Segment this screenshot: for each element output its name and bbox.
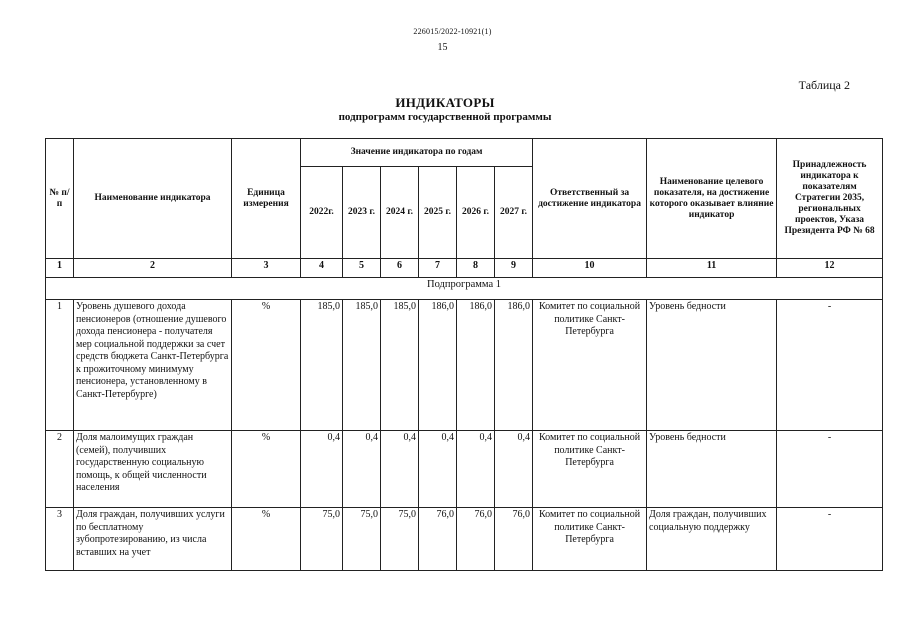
value-cell: 186,0 (495, 300, 533, 431)
indicator-name: Доля малоимущих граждан (семей), получивших государственную социальную помощь, к общей численности населения (74, 431, 232, 508)
responsible-cell: Комитет по социальной политике Санкт-Петербурга (533, 300, 647, 431)
col-header-num: № п/п (46, 139, 74, 259)
row-num: 2 (46, 431, 74, 508)
value-cell: 0,4 (343, 431, 381, 508)
column-number: 1 (46, 259, 74, 278)
unit: % (232, 431, 301, 508)
indicator-name: Доля граждан, получивших услуги по бесплатному зубопротезированию, из числа вставших на учет (74, 508, 232, 571)
col-header-values-group: Значение индикатора по годам (301, 139, 533, 167)
unit: % (232, 508, 301, 571)
column-number: 5 (343, 259, 381, 278)
strategy-cell: - (777, 508, 883, 571)
col-header-responsible: Ответственный за достижение индикатора (533, 139, 647, 259)
indicator-name: Уровень душевого дохода пенсионеров (отношение душевого дохода пенсионера - получателя мер социальной поддержки за счет средств бюджета Санкт-Петербурга к прожиточному минимуму пенсионера, установленному в Санкт-Петербурге) (74, 300, 232, 431)
target-cell: Уровень бедности (647, 300, 777, 431)
unit: % (232, 300, 301, 431)
table-row (46, 300, 883, 431)
column-number: 9 (495, 259, 533, 278)
col-header-strategy: Принадлежность индикатора к показателям Стратегии 2035, региональных проектов, Указа Президента РФ № 68 (777, 139, 883, 259)
document-title: ИНДИКАТОРЫ (395, 95, 495, 110)
value-cell: 76,0 (495, 508, 533, 571)
value-cell: 75,0 (301, 508, 343, 571)
responsible-cell: Комитет по социальной политике Санкт-Петербурга (533, 431, 647, 508)
col-header-year: 2027 г. (495, 167, 533, 259)
column-number: 3 (232, 259, 301, 278)
col-header-year: 2023 г. (343, 167, 381, 259)
col-header-unit: Единица измерения (232, 139, 301, 259)
subprogram-row (46, 278, 883, 300)
value-cell: 0,4 (495, 431, 533, 508)
value-cell: 75,0 (381, 508, 419, 571)
document-subtitle: подпрограмм государственной программы (338, 111, 552, 123)
table-label: Таблица 2 (798, 78, 850, 92)
column-number: 4 (301, 259, 343, 278)
value-cell: 75,0 (343, 508, 381, 571)
col-header-year: 2025 г. (419, 167, 457, 259)
value-cell: 0,4 (381, 431, 419, 508)
responsible-cell: Комитет по социальной политике Санкт-Петербурга (533, 508, 647, 571)
column-number: 7 (419, 259, 457, 278)
target-cell: Уровень бедности (647, 431, 777, 508)
column-number: 12 (777, 259, 883, 278)
value-cell: 0,4 (419, 431, 457, 508)
value-cell: 76,0 (419, 508, 457, 571)
value-cell: 185,0 (301, 300, 343, 431)
column-number-row (46, 259, 883, 278)
value-cell: 186,0 (419, 300, 457, 431)
column-number: 6 (381, 259, 419, 278)
col-header-year: 2026 г. (457, 167, 495, 259)
value-cell: 76,0 (457, 508, 495, 571)
column-number: 8 (457, 259, 495, 278)
header-row-1 (46, 139, 883, 167)
column-number: 11 (647, 259, 777, 278)
column-number: 2 (74, 259, 232, 278)
col-header-target: Наименование целевого показателя, на достижение которого оказывает влияние индикатор (647, 139, 777, 259)
row-num: 1 (46, 300, 74, 431)
document-id: 226015/2022-10921(1) (413, 27, 492, 36)
value-cell: 0,4 (457, 431, 495, 508)
col-header-year: 2024 г. (381, 167, 419, 259)
strategy-cell: - (777, 431, 883, 508)
value-cell: 185,0 (343, 300, 381, 431)
table-row (46, 508, 883, 571)
page-number: 15 (437, 42, 448, 53)
column-number: 10 (533, 259, 647, 278)
indicators-table (45, 138, 883, 571)
table-row (46, 431, 883, 508)
value-cell: 185,0 (381, 300, 419, 431)
row-num: 3 (46, 508, 74, 571)
subprogram-label: Подпрограмма 1 (46, 278, 883, 300)
strategy-cell: - (777, 300, 883, 431)
col-header-name: Наименование индикатора (74, 139, 232, 259)
col-header-year: 2022г. (301, 167, 343, 259)
value-cell: 186,0 (457, 300, 495, 431)
target-cell: Доля граждан, получивших социальную поддержку (647, 508, 777, 571)
value-cell: 0,4 (301, 431, 343, 508)
